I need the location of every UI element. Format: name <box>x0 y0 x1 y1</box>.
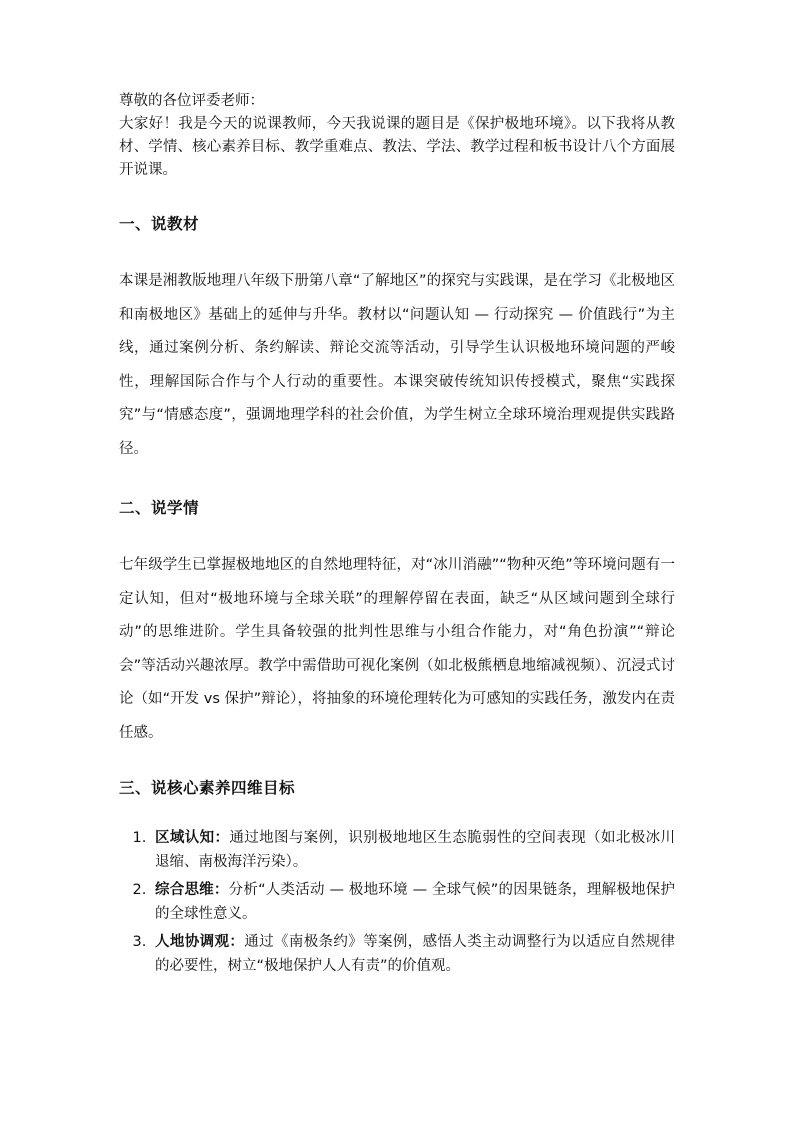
section-heading-goals: 三、说核心素养四维目标 <box>119 779 296 797</box>
goal-text: 通过地图与案例，识别极地地区生态脆弱性的空间表现（如北极冰川退缩、南极海洋污染）。 <box>155 830 676 870</box>
textbook-paragraph: 本课是湘教版地理八年级下册第八章“了解地区”的探究与实践课，是在学习《北极地区和南极地区》基础上的延伸与升华。教材以“问题认知 — 行动探究 — 价值践行”为主线，通过案例分析、条约解读、辩论交流等活动，引导学生认识极地环境问题的严峻性，理解国际合作与个人行动的重要性。本课突破传统知识传授模式，聚焦“实践探究”与“情感态度”，强调地理学科的社会价值，为学生树立全球环境治理观提供实践路径。 <box>119 273 675 457</box>
section-heading-textbook: 一、说教材 <box>119 215 200 233</box>
goal-item <box>151 826 675 874</box>
goal-term: 人地协调观： <box>155 934 245 950</box>
goal-item <box>151 930 675 978</box>
section-heading-students: 二、说学情 <box>119 499 200 517</box>
salutation: 尊敬的各位评委老师： <box>119 93 264 109</box>
section-body-students <box>119 549 675 750</box>
document-body <box>119 90 675 982</box>
goal-item <box>151 878 675 926</box>
intro <box>119 90 675 182</box>
students-paragraph: 七年级学生已掌握极地地区的自然地理特征，对“冰川消融”“物种灭绝”等环境问题有一定认知，但对“极地环境与全球关联”的理解停留在表面，缺乏“从区域问题到全球行动”的思维进阶。学生具备较强的批判性思维与小组合作能力，对“角色扮演”“辩论会”等活动兴趣浓厚。教学中需借助可视化案例（如北极熊栖息地缩减视频）、沉浸式讨论（如“开发 vs 保护”辩论），将抽象的环境伦理转化为可感知的实践任务，激发内在责任感。 <box>119 557 675 741</box>
goal-text: 通过《南极条约》等案例，感悟人类主动调整行为以适应自然规律的必要性，树立“极地保护人人有责”的价值观。 <box>155 934 676 974</box>
goal-term: 综合思维： <box>155 882 229 898</box>
section-body-textbook <box>119 265 675 466</box>
opening-paragraph: 大家好！我是今天的说课教师，今天我说课的题目是《保护极地环境》。以下我将从教材、学情、核心素养目标、教学重难点、教法、学法、教学过程和板书设计八个方面展开说课。 <box>119 116 675 178</box>
goal-text: 分析“人类活动 — 极地环境 — 全球气候”的因果链条，理解极地保护的全球性意义。 <box>155 882 675 922</box>
goal-term: 区域认知： <box>155 830 230 846</box>
goals-list <box>119 826 675 978</box>
